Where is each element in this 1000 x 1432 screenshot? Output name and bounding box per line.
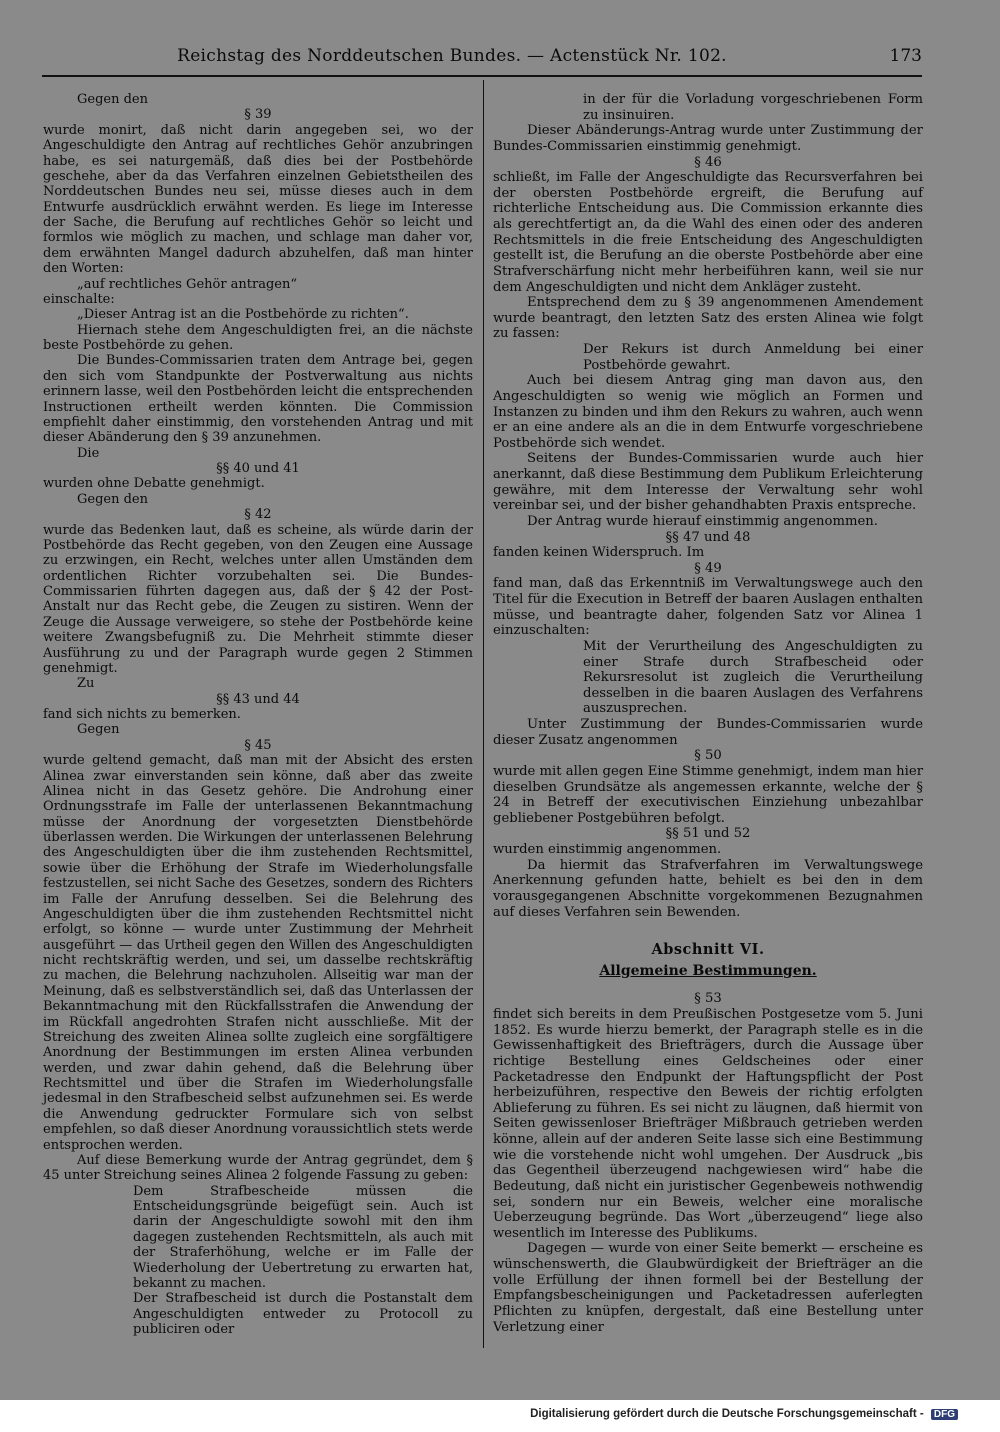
chapter-title: Abschnitt VI. (651, 941, 765, 959)
footer-credit (530, 1408, 958, 1420)
section-heading: § 46 (694, 154, 722, 170)
right-column (493, 92, 923, 1335)
paragraph: wurde das Bedenken laut, daß es scheine, als würde darin der Postbehörde das Recht gegeben, von den Zeugen eine Aussage zu erzwingen, ein Recht, welches unter allen Umständen dem ordentlichen Richter vorzubehalten sei. Die Bundes-Commissarien führten dagegen aus, daß der § 42 der Post-Anstalt nur das Recht gebe, die Zeugen zu sistiren. Wenn der Zeuge die Aussage verweigere, so stehe der Postbehörde keine weitere Zwangsbefugniß zu. Die Mehrheit stimmte dieser Ausführung zu und der Paragraph wurde gegen 2 Stimmen genehmigt. (43, 522, 473, 676)
paragraph: Zu (77, 676, 95, 692)
paragraph: Die (77, 445, 100, 461)
quoted-text: Mit der Verurtheilung des Angeschuldigten zu einer Strafe durch Strafbescheid oder Rekursresolut ist zugleich die Verurtheilung desselben in die baaren Auslagen des Verfahrens auszusprechen. (583, 638, 923, 717)
section-heading: § 50 (694, 748, 722, 764)
footer-credit-text: Digitalisierung gefördert durch die Deutsche Forschungsgemeinschaft - (530, 1408, 924, 1420)
paragraph: Die Bundes-Commissarien traten dem Antrage bei, gegen den sich vom Standpunkte der Postverwaltung aus nichts erinnern lasse, weil den Postbehörden leicht die entsprechenden Instructionen ertheilt werden könnten. Die Commission empfiehlt daher einstimmig, den vorstehenden Antrag und mit dieser Abänderung den § 39 anzunehmen. (43, 353, 473, 446)
paragraph: Gegen (77, 722, 120, 738)
page-header (42, 46, 922, 72)
paragraph: einschalte: (43, 291, 115, 307)
paragraph: Gegen den (77, 92, 148, 107)
paragraph: findet sich bereits in dem Preußischen Postgesetze vom 5. Juni 1852. Es wurde hierzu bemerkt, der Paragraph stelle es in die Gewissenhaftigkeit des Briefträgers, durch die Aussage über richtige Bestellung eines Geldscheines oder einer Packetadresse den Endpunkt der Haftungspflicht der Post herbeizuführen, respective den Beweis der richtig erfolgten Ablieferung zu führen. Es sei nicht zu läugnen, daß hiermit von Seiten gewissenloser Briefträger Mißbrauch getrieben werden könne, allein auf der anderen Seite lasse sich eine Bestimmung wie die vorstehende nicht wohl umgehen. Der Ausdruck „bis das Gegentheil überzeugend nachgewiesen wird“ habe die Bedeutung, daß nicht ein juristischer Gegenbeweis nothwendig sei, sondern nur ein Beweis, welcher eine moralische Ueberzeugung begründe. Das Wort „überzeugend“ liege also wesentlich im Interesse des Publikums. (493, 1007, 923, 1241)
footer-bar (0, 1400, 1000, 1432)
paragraph: wurde monirt, daß nicht darin angegeben sei, wo der Angeschuldigte den Antrag auf rechtliches Gehör anzubringen habe, es sei naturgemäß, daß dies bei der Postbehörde geschehe, aber da das Verfahren einzelnen Gebietstheilen des Norddeutschen Bundes neu sei, müsse dieses auch in dem Entwurfe ausdrücklich erwähnt werden. Es liege im Interesse der Sache, die Berufung auf rechtliches Gehör so leicht und formlos wie möglich zu machen, und schlage man daher vor, dem erwähnten Mangel dadurch abzuhelfen, daß man hinter den Worten: (43, 122, 473, 277)
quoted-text: „Dieser Antrag ist an die Postbehörde zu richten“. (77, 307, 409, 323)
paragraph: wurde mit allen gegen Eine Stimme genehmigt, indem man hier dieselben Grundsätze als angemessen erkannte, welche der § 24 in Betreff der executivischen Einziehung unbezahlbar gebliebener Postgebühren befolgt. (493, 763, 924, 826)
section-heading: §§ 40 und 41 (216, 461, 300, 476)
section-heading: § 49 (694, 560, 722, 576)
paragraph: schließt, im Falle der Angeschuldigte das Recursverfahren bei der obersten Postbehörde ergreift, die Berufung auf richterliche Entscheidung aus. Die Commission erkannte dies als gerechtfertigt an, da die Wahl des einen oder des anderen Rechtsmittels in die freie Entscheidung des Angeschuldigten gestellt ist, die Berufung an die oberste Postbehörde aber eine Strafverschärfung nicht mehr herbeiführen kann, weil sie nur dem Angeschuldigten und nicht dem Ankläger zusteht. (493, 170, 923, 295)
paragraph: fanden keinen Widerspruch. Im (493, 545, 705, 561)
paragraph: wurde geltend gemacht, daß man mit der Absicht des ersten Alinea zwar einverstanden sein könne, daß aber das zweite Alinea nicht in das Gesetz gehöre. Die Androhung einer Ordnungsstrafe im Falle der unterlassenen Bekanntmachung müsse der Anordnung der vorgesetzten Dienstbehörde überlassen werden. Die Wirkungen der unterlassenen Belehrung des Angeschuldigten über die ihm zustehenden Rechtsmittel, sowie über die Erhöhung der Strafe im Wiederholungsfalle festzustellen, sei nicht Sache des Gesetzes, sondern des Richters im Falle der Anrufung desselben. Sei die Belehrung des Angeschuldigten über die ihm zustehenden Rechtsmittel nicht erfolgt, so könne — wurde unter Zustimmung der Mehrheit ausgeführt — das Urtheil gegen den Willen des Angeschuldigten nicht rechtskräftig werden, und sei, um dasselbe rechtskräftig zu machen, die Belehrung nachzuholen. Allseitig war man der Meinung, daß es selbstverständlich sei, daß das Unterlassen der Bekanntmachung mit den Rückfallsstrafen die Anwendung der im Rückfall angedrohten Strafen nicht ausschließe. Mit der Streichung des zweiten Alinea sollte zugleich eine sorgfältigere Anordnung der Bestimmungen im ersten Alinea verbunden werden, und zwar dahin gehend, daß die Belehrung über Rechtsmittel und über die Strafen im Wiederholungsfalle jedesmal in den Strafbescheid selbst aufzunehmen sei. Es werde die Anwendung gedruckter Formulare sich von selbst empfehlen, so daß dieser Anordnung voraussichtlich stets werde entsprochen werden. (43, 753, 473, 1153)
paragraph: Hiernach stehe dem Angeschuldigten frei, an die nächste beste Postbehörde zu gehen. (43, 322, 473, 353)
section-heading: §§ 43 und 44 (216, 691, 300, 707)
paragraph: Der Antrag wurde hierauf einstimmig angenommen. (527, 513, 878, 529)
paragraph: wurden ohne Debatte genehmigt. (43, 476, 265, 492)
quoted-text: in der für die Vorladung vorgeschriebenen Form zu insinuiren. (583, 92, 923, 123)
section-heading: § 42 (244, 507, 272, 523)
paragraph: Auf diese Bemerkung wurde der Antrag gegründet, dem § 45 unter Streichung seines Alinea 2 folgende Fassung zu geben: (43, 1152, 473, 1184)
paragraph: Da hiermit das Strafverfahren im Verwaltungswege Anerkennung gefunden hatte, behielt es bei den in dem vorausgegangenen Abschnitte vorgekommenen Bezugnahmen auf dieses Verfahren sein Bewenden. (493, 857, 923, 920)
running-title: Reichstag des Norddeutschen Bundes. — Actenstück Nr. 102. (177, 46, 727, 66)
header-rule (42, 75, 922, 77)
paragraph: Gegen den (77, 491, 148, 507)
paragraph: Dagegen — wurde von einer Seite bemerkt — erscheine es wünschenswerth, die Glaubwürdigkeit der Briefträger an die volle Erfüllung der ihnen formell bei der Bestellung der Empfangsbescheinigungen und Packetadressen auferlegten Pflichten zu knüpfen, dergestalt, daß eine Bestellung unter Verletzung einer (493, 1241, 923, 1335)
left-column (43, 92, 473, 1337)
paragraph: wurden einstimmig angenommen. (493, 842, 722, 857)
paragraph: Dieser Abänderungs-Antrag wurde unter Zustimmung der Bundes-Commissarien einstimmig genehmigt. (493, 123, 923, 154)
column-divider (483, 80, 484, 1348)
section-heading: § 53 (694, 991, 722, 1007)
paragraph: Entsprechend dem zu § 39 angenommenen Amendement wurde beantragt, den letzten Satz des ersten Alinea wie folgt zu fassen: (493, 295, 923, 342)
section-heading: § 45 (244, 737, 272, 753)
paragraph: Unter Zustimmung der Bundes-Commissarien wurde dieser Zusatz angenommen (493, 717, 923, 748)
page-number: 173 (889, 46, 922, 66)
quoted-text: Dem Strafbescheide müssen die Entscheidungsgründe beigefügt sein. Auch ist darin der Angeschuldigte sowohl mit den ihm dagegen zustehenden Rechtsmitteln, als auch mit der Straferhöhung, welche er im Falle der Wiederholung der Uebertretung zu erwarten hat, bekannt zu machen. (133, 1183, 473, 1291)
section-heading: §§ 47 und 48 (665, 529, 751, 545)
quoted-text: Der Strafbescheid ist durch die Postanstalt dem Angeschuldigten entweder zu Protocoll zu publiciren oder (133, 1291, 473, 1337)
quoted-text: „auf rechtliches Gehör antragen“ (77, 276, 298, 292)
section-heading: § 39 (244, 107, 272, 123)
paragraph: fand sich nichts zu bemerken. (43, 707, 241, 722)
chapter-subtitle: Allgemeine Bestimmungen. (599, 962, 817, 979)
paragraph: fand man, daß das Erkenntniß im Verwaltungswege auch den Titel für die Execution in Betreff der baaren Auslagen enthalten müsse, und beantragte daher, folgenden Satz vor Alinea 1 einzuschalten: (493, 576, 923, 639)
paragraph: Seitens der Bundes-Commissarien wurde auch hier anerkannt, daß diese Bestimmung dem Publikum Erleichterung gewähre, mit dem Interesse der Verwaltung sehr wohl vereinbar sei, und der bisher gehandhabten Praxis entspreche. (493, 451, 923, 514)
dfg-logo: DFG (931, 1409, 958, 1420)
section-heading: §§ 51 und 52 (665, 826, 751, 842)
paragraph: Auch bei diesem Antrag ging man davon aus, den Angeschuldigten so wenig wie möglich an Formen und Instanzen zu binden und ihm den Rekurs zu wahren, auch wenn er an eine andere als an die in dem Entwurfe vorgeschriebene Postbehörde sich wendet. (493, 373, 923, 451)
quoted-text: Der Rekurs ist durch Anmeldung bei einer Postbehörde gewahrt. (583, 342, 923, 373)
